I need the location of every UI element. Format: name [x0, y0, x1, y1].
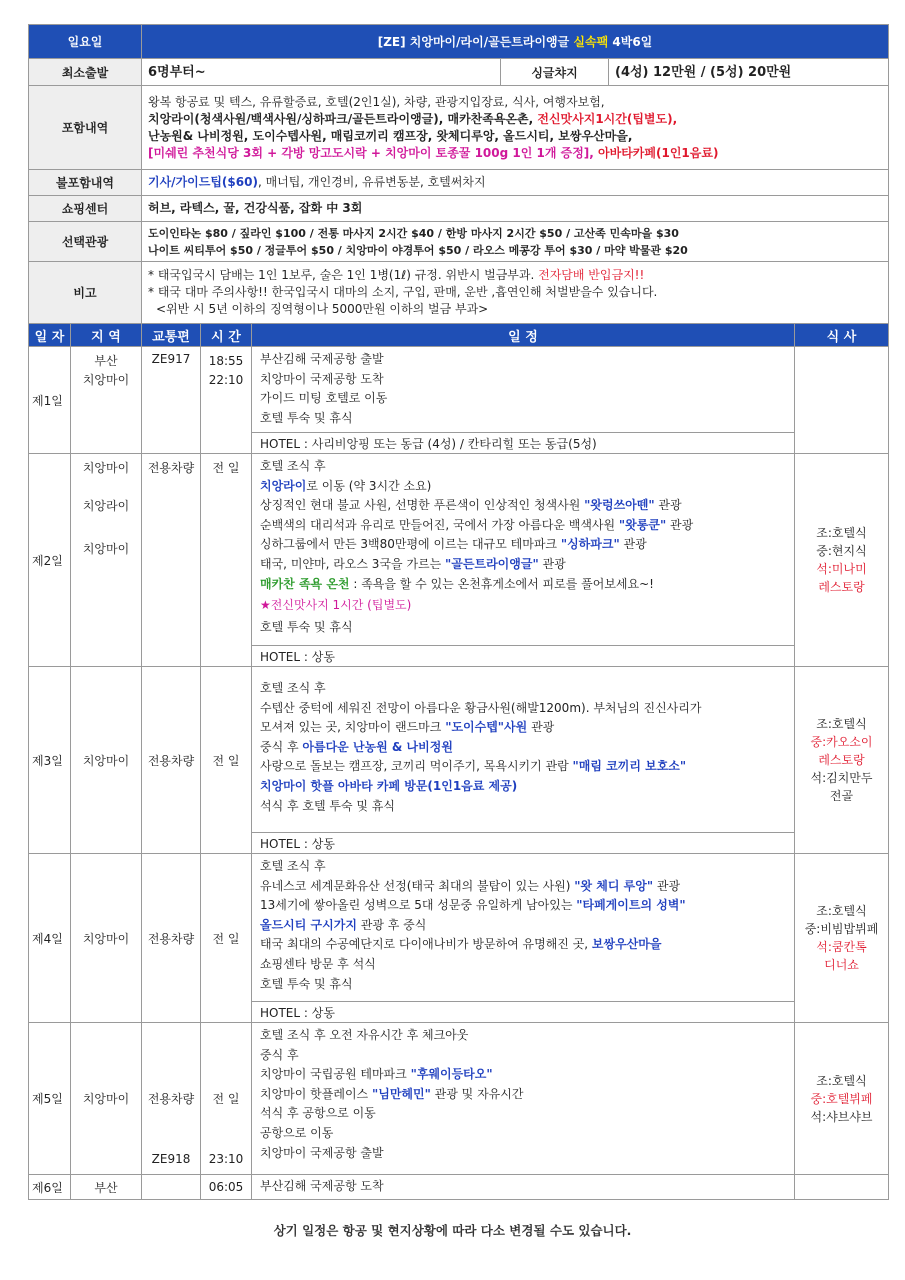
plan-text: 유네스코 세계문화유산 선정(태국 최대의 불탑이 있는 사원)	[260, 878, 575, 893]
meal-item: 석:김치만두	[810, 771, 873, 785]
plan-highlight: "왓롱쿤"	[618, 517, 667, 532]
excluded-tip: 기사/가이드팁($60)	[148, 175, 258, 189]
min-departure-label: 최소출발	[29, 59, 142, 86]
col-header-region: 지 역	[71, 324, 142, 347]
day6-transport	[142, 1175, 201, 1200]
day3-time: 전 일	[201, 667, 252, 854]
title-suffix: 4박6일	[608, 35, 653, 49]
plan-line	[260, 496, 786, 516]
plan-line	[260, 877, 786, 897]
plan-text: 중식 후	[260, 739, 303, 754]
included-value	[142, 86, 889, 170]
title-prefix: [ZE] 치앙마이/라이/골든트라이앵글	[377, 35, 574, 49]
day1-meal	[795, 347, 889, 454]
day3-meal	[795, 667, 889, 854]
plan-text: 치앙마이 국립공원 테마파크	[260, 1067, 411, 1082]
region-name: 치앙마이	[82, 542, 130, 556]
meal-item: 조:호텔식	[816, 717, 867, 731]
plan-highlight: "왓 체디 루앙"	[574, 878, 654, 893]
day5-time	[201, 1023, 252, 1175]
day4-plan	[252, 854, 795, 1002]
plan-line	[260, 718, 786, 738]
page-title	[142, 25, 889, 59]
plan-line	[260, 516, 786, 536]
remarks-label: 비고	[29, 262, 142, 324]
time-value: 전 일	[212, 1092, 240, 1106]
plan-text: 관광	[653, 878, 681, 893]
plan-line: 호텔 조식 후	[260, 459, 326, 473]
day2-row	[29, 454, 889, 646]
plan-highlight: "후웨이등타오"	[410, 1067, 493, 1082]
plan-text: 태국 최대의 수공예단지로 다이애나비가 방문하여 유명해진 곳,	[260, 937, 592, 952]
plan-line: 호텔 조식 후	[260, 859, 326, 873]
time-value: 23:10	[208, 1152, 244, 1166]
plan-line	[260, 935, 786, 955]
day4-label: 제4일	[29, 854, 71, 1023]
plan-text: 순백색의 대리석과 유리로 만들어진, 국에서 가장 아름다운 백색사원	[260, 517, 619, 532]
included-line	[148, 145, 882, 162]
plan-text: : 족욕을 할 수 있는 온천휴게소에서 피로를 풀어보세요~!	[349, 576, 654, 591]
day2-transport: 전용차량	[142, 454, 201, 667]
day3-hotel: HOTEL : 상동	[252, 833, 795, 854]
plan-highlight: "님만헤민"	[371, 1086, 431, 1101]
optional-value	[142, 222, 889, 262]
day4-transport: 전용차량	[142, 854, 201, 1023]
day6-label: 제6일	[29, 1175, 71, 1200]
plan-line: 치앙마이 국제공항 출발	[260, 1145, 384, 1160]
day1-time	[201, 347, 252, 454]
plan-line: 중식 후	[260, 1047, 299, 1062]
plan-line	[260, 477, 786, 497]
transport-name: 전용차량	[147, 1092, 195, 1106]
remarks-line	[148, 267, 882, 284]
region-name: 치앙마이	[82, 461, 130, 475]
meal-item: 석:쿰칸톡	[816, 940, 867, 954]
plan-line: 수텝산 중턱에 세워진 전망이 아름다운 황금사원(해발1200m). 부처님의 진신사리가	[260, 700, 702, 715]
plan-text: 싱하그룹에서 만든 3백80만평에 이르는 대규모 테마파크	[260, 537, 561, 552]
plan-text: 사랑으로 돌보는 캠프장, 코끼리 먹이주기, 목욕시키기 관람	[260, 759, 573, 774]
excluded-rest: , 매너팁, 개인경비, 유류변동분, 호텔써차지	[257, 175, 486, 189]
plan-text: 관광 및 자유시간	[430, 1086, 524, 1101]
day1-row	[29, 347, 889, 433]
plan-text: 상징적인 현대 불교 사원, 선명한 푸른색이 인상적인 청색사원	[260, 498, 585, 513]
shopping-label: 쇼핑센터	[29, 196, 142, 222]
meal-item: 중:비빔밥뷔페	[804, 922, 879, 936]
plan-text: 관광	[654, 498, 682, 513]
time-value: 18:55	[208, 354, 244, 368]
day4-row	[29, 854, 889, 1002]
plan-highlight: 치앙라이	[260, 478, 307, 493]
meal-item: 중:호텔뷔페	[810, 1091, 873, 1106]
day4-meal	[795, 854, 889, 1023]
plan-line	[260, 535, 786, 555]
day-label: 일요일	[29, 25, 142, 59]
info-table	[28, 24, 889, 324]
plan-highlight: 올드시티 구시가지	[260, 917, 357, 932]
day3-label: 제3일	[29, 667, 71, 854]
included-line: 난농원& 나비정원, 도이수텝사원, 매림코끼리 캠프장, 왓체디루앙, 올드시티, 보쌍우산마을,	[148, 128, 633, 143]
day3-plan	[252, 667, 795, 833]
plan-highlight: "왓렁쓰아뗀"	[584, 498, 655, 513]
day4-time: 전 일	[201, 854, 252, 1023]
remarks-line: * 태국 대마 주의사항!! 한국입국시 대마의 소지, 구입, 판매, 운반 ,흡연인해 처벌받을수 있습니다.	[148, 285, 658, 299]
excluded-label: 불포함내역	[29, 170, 142, 196]
single-charge-value: (4성) 12만원 / (5성) 20만원	[609, 59, 889, 86]
plan-text: 관광	[619, 537, 647, 552]
included-line	[148, 111, 882, 128]
plan-highlight: "타페게이트의 성벽"	[576, 898, 686, 913]
title-highlight: 실속팩	[573, 35, 609, 49]
meal-item: 레스토랑	[818, 753, 865, 767]
region-name: 부산	[94, 354, 118, 368]
col-header-transport: 교통편	[142, 324, 201, 347]
plan-line: 부산김해 국제공항 출발	[260, 352, 384, 366]
day5-label: 제5일	[29, 1023, 71, 1175]
plan-line: 가이드 미팅 호텔로 이동	[260, 391, 388, 406]
region-name: 치앙마이	[82, 373, 130, 387]
footer-notice: 상기 일정은 항공 및 현지상황에 따라 다소 변경될 수도 있습니다.	[273, 1223, 632, 1238]
plan-text: 관광	[666, 517, 694, 532]
day1-plan	[252, 347, 795, 433]
plan-text: 태국, 미얀마, 라오스 3국을 가르는	[260, 556, 446, 571]
excluded-value	[142, 170, 889, 196]
plan-line: 치앙마이 국제공항 도착	[260, 371, 384, 386]
flight-number: ZE918	[151, 1152, 191, 1166]
day6-meal	[795, 1175, 889, 1200]
remarks-line: <위반 시 5년 이하의 징역형이나 5000만원 이하의 벌금 부과>	[156, 302, 489, 316]
plan-text: 관광	[538, 556, 566, 571]
plan-highlight: "매림 코끼리 보호소"	[572, 759, 687, 774]
plan-line	[260, 1085, 786, 1105]
meal-item: 석:샤브샤브	[810, 1109, 873, 1124]
itinerary-document	[28, 24, 888, 1200]
meal-item: 레스토랑	[818, 580, 865, 594]
optional-line: 나이트 씨티투어 $50 / 정글투어 $50 / 치앙마이 야경투어 $50 / 라오스 메콩강 투어 $30 / 마약 박물관 $20	[148, 243, 688, 257]
plan-line: ★전신맛사지 1시간 (팁별도)	[260, 598, 412, 613]
day3-transport: 전용차량	[142, 667, 201, 854]
day1-region	[71, 347, 142, 454]
included-cafe: 아바타카페(1인1음료)	[598, 145, 719, 160]
plan-line: 호텔 투숙 및 휴식	[260, 976, 353, 991]
plan-line: 쇼핑센타 방문 후 석식	[260, 956, 376, 971]
plan-highlight: 아름다운 난농원 & 나비정원	[302, 739, 453, 754]
day4-region: 치앙마이	[71, 854, 142, 1023]
col-header-plan: 일 정	[252, 324, 795, 347]
meal-item: 석:미나미	[816, 562, 867, 576]
plan-line: 호텔 조식 후 오전 자유시간 후 체크아웃	[260, 1028, 469, 1042]
day6-plan: 부산김해 국제공항 도착	[252, 1175, 795, 1200]
day2-time: 전 일	[201, 454, 252, 667]
day3-region: 치앙마이	[71, 667, 142, 854]
plan-line: 공항으로 이동	[260, 1125, 334, 1140]
meal-item: 중:현지식	[816, 544, 867, 558]
plan-line: 호텔 투숙 및 휴식	[260, 410, 353, 425]
region-name: 치앙라이	[82, 499, 130, 513]
plan-text: 관광 후 중식	[356, 917, 427, 932]
meal-item: 전골	[829, 789, 854, 803]
min-departure-value: 6명부터~	[142, 59, 501, 86]
plan-highlight: "싱하파크"	[560, 537, 620, 552]
plan-line	[260, 757, 786, 777]
included-label: 포함내역	[29, 86, 142, 170]
plan-line	[260, 738, 786, 758]
day2-label: 제2일	[29, 454, 71, 667]
day1-hotel: HOTEL : 사리비앙핑 또는 동급 (4성) / 칸타리힐 또는 동급(5성)	[252, 433, 795, 454]
optional-line: 도이인타논 $80 / 짚라인 $100 / 전통 마사지 2시간 $40 / 한방 마사지 2시간 $50 / 고산족 민속마을 $30	[148, 226, 679, 240]
included-line: 왕복 항공료 및 텍스, 유류할증료, 호텔(2인1실), 차량, 관광지입장료, 식사, 여행자보험,	[148, 94, 605, 109]
day5-region: 치앙마이	[71, 1023, 142, 1175]
plan-line	[260, 1065, 786, 1085]
plan-line	[260, 575, 786, 595]
col-header-time: 시 간	[201, 324, 252, 347]
plan-text: 관광	[527, 720, 555, 735]
remarks-value	[142, 262, 889, 324]
day4-hotel: HOTEL : 상동	[252, 1002, 795, 1023]
plan-line	[260, 896, 786, 916]
shopping-value: 허브, 라텍스, 꿀, 건강식품, 잡화 中 3회	[142, 196, 889, 222]
day5-transport	[142, 1023, 201, 1175]
plan-highlight: 보쌍우산마을	[591, 937, 662, 952]
day6-time: 06:05	[201, 1175, 252, 1200]
day2-region	[71, 454, 142, 667]
optional-label: 선택관광	[29, 222, 142, 262]
plan-text: 로 이동 (약 3시간 소요)	[306, 478, 432, 493]
day2-meal	[795, 454, 889, 667]
day2-plan	[252, 454, 795, 646]
time-value: 22:10	[208, 373, 244, 387]
meal-item: 조:호텔식	[816, 526, 867, 540]
meal-item: 중:카오소이	[810, 735, 873, 749]
col-header-meal: 식 사	[795, 324, 889, 347]
remarks-text: * 태국입국시 담배는 1인 1보루, 술은 1인 1병(1ℓ) 규정. 위반시 벌금부과.	[148, 268, 539, 282]
plan-line: 호텔 조식 후	[260, 681, 326, 695]
day2-hotel: HOTEL : 상동	[252, 646, 795, 667]
plan-text: 모셔져 있는 곳, 치앙마이 랜드마크	[260, 720, 446, 735]
plan-text: 13세기에 쌓아올린 성벽으로 5대 성문중 유일하게 남아있는	[260, 898, 577, 913]
plan-highlight: 매카찬 족욕 온천	[260, 576, 350, 591]
meal-item: 조:호텔식	[816, 904, 867, 918]
plan-line: 석식 후 호텔 투숙 및 휴식	[260, 798, 395, 813]
included-text: 치앙라이(청색사원/백색사원/싱하파크/골든트라이앵글), 매카찬족욕온촌,	[148, 111, 538, 126]
plan-highlight: "골든트라이앵글"	[445, 556, 539, 571]
day6-region: 부산	[71, 1175, 142, 1200]
day5-row	[29, 1023, 889, 1175]
day5-meal	[795, 1023, 889, 1175]
plan-highlight: "도이수텝"사원	[445, 720, 528, 735]
plan-line: 석식 후 공항으로 이동	[260, 1106, 376, 1121]
plan-line	[260, 555, 786, 575]
day1-transport: ZE917	[142, 347, 201, 454]
meal-item: 조:호텔식	[816, 1073, 867, 1088]
included-massage: 전신맛사지1시간(팁별도),	[537, 111, 678, 126]
meal-item: 디너쇼	[824, 958, 859, 972]
plan-line: 호텔 투숙 및 휴식	[260, 619, 353, 634]
plan-text: 치앙마이 핫플레이스	[260, 1086, 372, 1101]
day6-row	[29, 1175, 889, 1200]
single-charge-label: 싱글챠지	[501, 59, 609, 86]
plan-line: 치앙마이 핫플 아바타 카페 방문(1인1음료 제공)	[260, 778, 518, 793]
day1-label: 제1일	[29, 347, 71, 454]
schedule-table	[28, 323, 889, 1200]
col-header-day: 일 자	[29, 324, 71, 347]
plan-line	[260, 916, 786, 936]
included-gift: [미쉐린 추천식당 3회 + 각방 망고도시락 + 치앙마이 토종꿀 100g 1인 1개 증정],	[148, 145, 599, 160]
remarks-warning: 전자담배 반입금지!!	[538, 268, 645, 282]
day5-plan	[252, 1023, 795, 1175]
day3-row	[29, 667, 889, 833]
